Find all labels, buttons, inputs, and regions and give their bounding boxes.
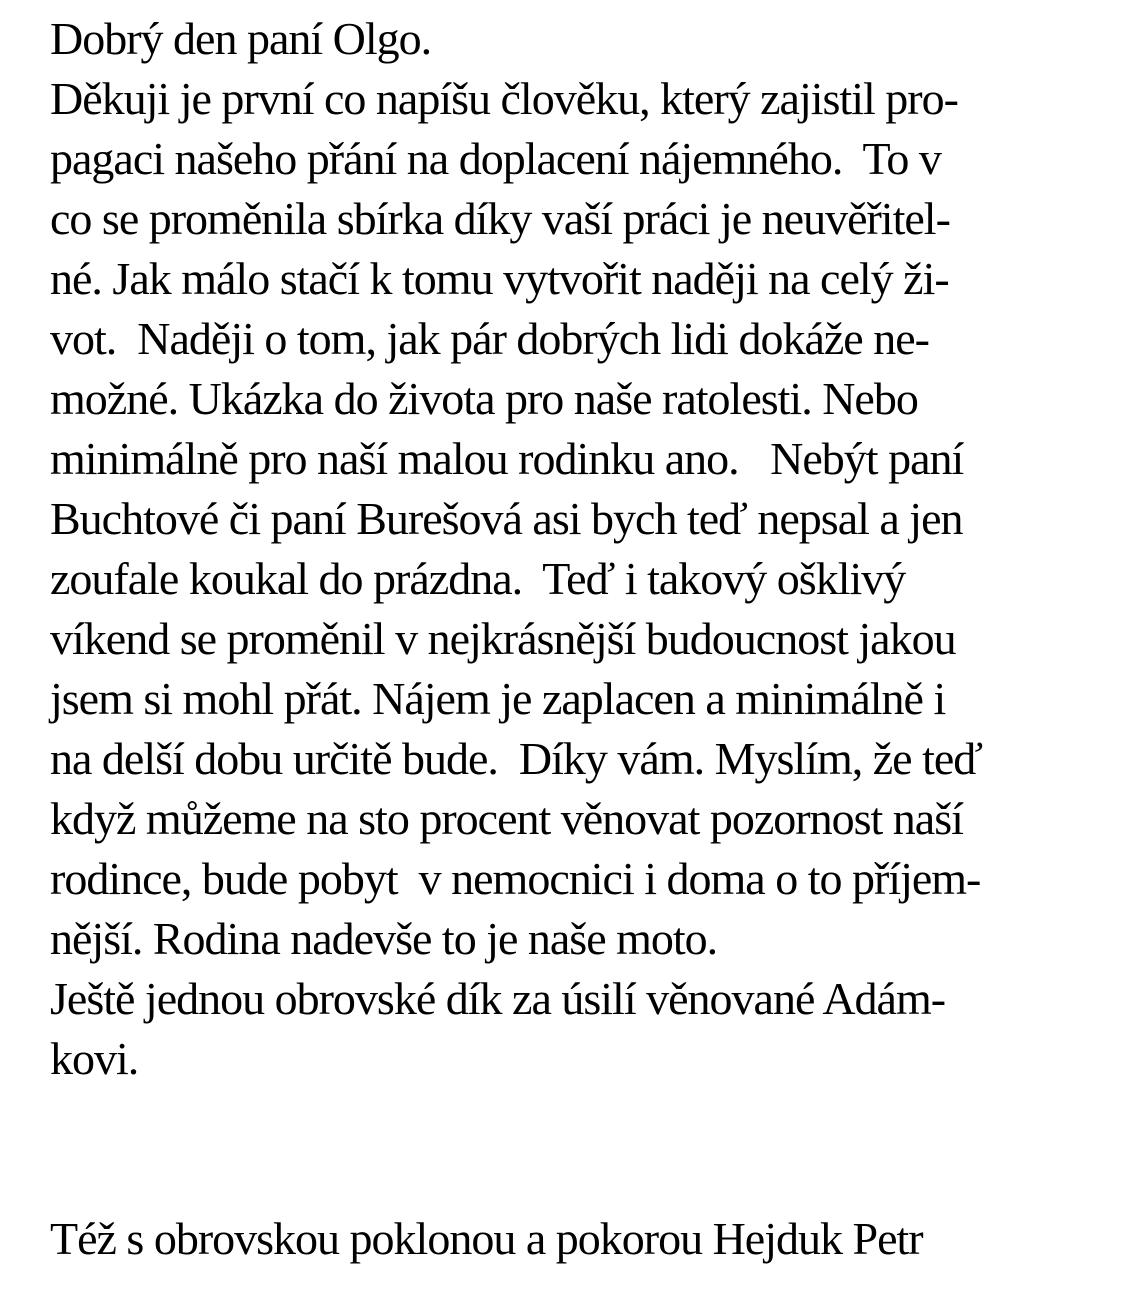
letter-line: Dobrý den paní Olgo. bbox=[50, 13, 432, 64]
letter-closing-line: Též s obrovskou poklonou a pokorou Hejduk Petr bbox=[50, 1213, 923, 1264]
letter-line: nější. Rodina nadevše to je naše moto. bbox=[50, 913, 718, 964]
letter-line: né. Jak málo stačí k tomu vytvořit naději na celý ži- bbox=[50, 253, 949, 304]
letter-line: Ještě jednou obrovské dík za úsilí věnované Adám- bbox=[50, 973, 946, 1024]
letter-line: víkend se proměnil v nejkrásnější budoucnost jakou bbox=[50, 613, 956, 664]
letter-line: kovi. bbox=[50, 1033, 139, 1084]
letter-line: rodince, bude pobyt v nemocnici i doma o to příjem- bbox=[50, 853, 981, 904]
letter-line: pagaci našeho přání na doplacení nájemného. To v bbox=[50, 133, 941, 184]
letter-line: Buchtové či paní Burešová asi bych teď nepsal a jen bbox=[50, 493, 963, 544]
letter-line: jsem si mohl přát. Nájem je zaplacen a minimálně i bbox=[50, 673, 946, 724]
letter-line: když můžeme na sto procent věnovat pozornost naší bbox=[50, 793, 963, 844]
letter-line: vot. Naději o tom, jak pár dobrých lidi dokáže ne- bbox=[50, 313, 929, 364]
letter-line: na delší dobu určitě bude. Díky vám. Myslím, že teď bbox=[50, 733, 983, 784]
letter-line: možné. Ukázka do života pro naše ratolesti. Nebo bbox=[50, 373, 918, 424]
letter-line: Děkuji je první co napíšu člověku, který zajistil pro- bbox=[50, 73, 958, 124]
letter-line: zoufale koukal do prázdna. Teď i takový ošklivý bbox=[50, 553, 906, 604]
letter-line: co se proměnila sbírka díky vaší práci je neuvěřitel- bbox=[50, 193, 950, 244]
letter-line: minimálně pro naší malou rodinku ano. Nebýt paní bbox=[50, 433, 964, 484]
